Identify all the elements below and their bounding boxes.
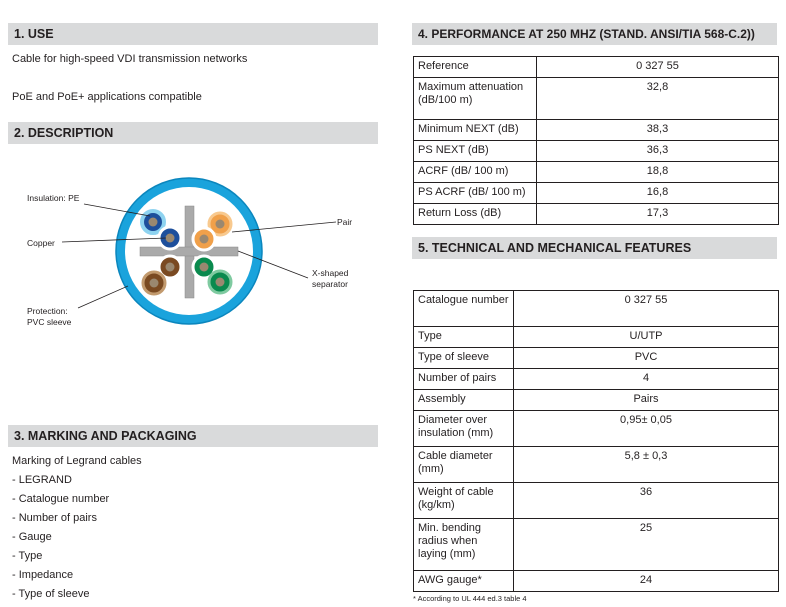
row-value: 17,3 <box>537 204 779 225</box>
section-header-use: 1. USE <box>8 23 378 45</box>
table-row <box>414 411 779 447</box>
label-insulation: Insulation: PE <box>27 193 80 203</box>
marking-item: - LEGRAND <box>12 474 72 486</box>
separator-horizontal <box>140 247 238 256</box>
row-value: U/UTP <box>514 327 779 348</box>
marking-item: - Type of sleeve <box>12 588 90 600</box>
use-line-1: Cable for high-speed VDI transmission networks <box>12 53 248 65</box>
table-row <box>414 78 779 120</box>
table-row <box>414 327 779 348</box>
label-pair: Pair <box>337 217 353 227</box>
marking-item: - Impedance <box>12 569 74 581</box>
row-label: Maximum attenuation (dB/100 m) <box>414 78 537 120</box>
copper-core <box>200 263 209 272</box>
copper-core <box>166 263 175 272</box>
row-label: Type of sleeve <box>414 348 514 369</box>
technical-table <box>413 290 779 592</box>
row-label: Return Loss (dB) <box>414 204 537 225</box>
section-header-performance: 4. PERFORMANCE AT 250 MHZ (STAND. ANSI/TIA 568-C.2)) <box>412 23 777 45</box>
row-label: Weight of cable (kg/km) <box>414 483 514 519</box>
row-value: 25 <box>514 519 779 571</box>
table-row <box>414 447 779 483</box>
row-value: 0 327 55 <box>514 291 779 327</box>
table-row <box>414 141 779 162</box>
marking-item: - Number of pairs <box>12 512 97 524</box>
row-value: 24 <box>514 571 779 592</box>
copper-core <box>166 234 175 243</box>
row-value: 32,8 <box>537 78 779 120</box>
copper-core <box>200 235 209 244</box>
marking-item: - Type <box>12 550 43 562</box>
row-label: Number of pairs <box>414 369 514 390</box>
performance-table <box>413 56 779 225</box>
row-label: Minimum NEXT (dB) <box>414 120 537 141</box>
label-protection-2: PVC sleeve <box>27 317 72 327</box>
copper-core <box>216 220 225 229</box>
row-value: Pairs <box>514 390 779 411</box>
row-value: 0 327 55 <box>537 57 779 78</box>
row-label: Catalogue number <box>414 291 514 327</box>
row-label: Diameter over insulation (mm) <box>414 411 514 447</box>
row-value: 38,3 <box>537 120 779 141</box>
row-label: PS NEXT (dB) <box>414 141 537 162</box>
table-row <box>414 519 779 571</box>
row-value: 0,95± 0,05 <box>514 411 779 447</box>
leader-protection <box>78 286 128 308</box>
marking-item: - Catalogue number <box>12 493 110 505</box>
row-label: Reference <box>414 57 537 78</box>
row-label: Min. bending radius when laying (mm) <box>414 519 514 571</box>
table-row <box>414 120 779 141</box>
label-separator-2: separator <box>312 279 348 289</box>
row-label: Assembly <box>414 390 514 411</box>
section-header-technical: 5. TECHNICAL AND MECHANICAL FEATURES <box>412 237 777 259</box>
row-label: PS ACRF (dB/ 100 m) <box>414 183 537 204</box>
row-value: 36,3 <box>537 141 779 162</box>
row-value: 5,8 ± 0,3 <box>514 447 779 483</box>
label-copper: Copper <box>27 238 55 248</box>
table-row <box>414 390 779 411</box>
row-value: 16,8 <box>537 183 779 204</box>
row-label: ACRF (dB/ 100 m) <box>414 162 537 183</box>
row-label: Cable diameter (mm) <box>414 447 514 483</box>
table-row <box>414 183 779 204</box>
row-label: AWG gauge* <box>414 571 514 592</box>
row-value: 36 <box>514 483 779 519</box>
row-label: Type <box>414 327 514 348</box>
copper-core <box>216 278 225 287</box>
label-protection-1: Protection: <box>27 306 68 316</box>
table-row <box>414 162 779 183</box>
section-header-description: 2. DESCRIPTION <box>8 122 378 144</box>
label-separator-1: X-shaped <box>312 268 349 278</box>
marking-intro: Marking of Legrand cables <box>12 455 142 467</box>
table-row <box>414 204 779 225</box>
section-header-marking: 3. MARKING AND PACKAGING <box>8 425 378 447</box>
footnote: * According to UL 444 ed.3 table 4 <box>413 594 527 603</box>
copper-core <box>150 279 159 288</box>
table-row <box>414 291 779 327</box>
use-line-2: PoE and PoE+ applications compatible <box>12 91 202 103</box>
table-row <box>414 57 779 78</box>
table-row <box>414 483 779 519</box>
row-value: PVC <box>514 348 779 369</box>
table-row <box>414 348 779 369</box>
table-row <box>414 571 779 592</box>
table-row <box>414 369 779 390</box>
marking-item: - Gauge <box>12 531 52 543</box>
row-value: 4 <box>514 369 779 390</box>
copper-core <box>149 218 158 227</box>
row-value: 18,8 <box>537 162 779 183</box>
